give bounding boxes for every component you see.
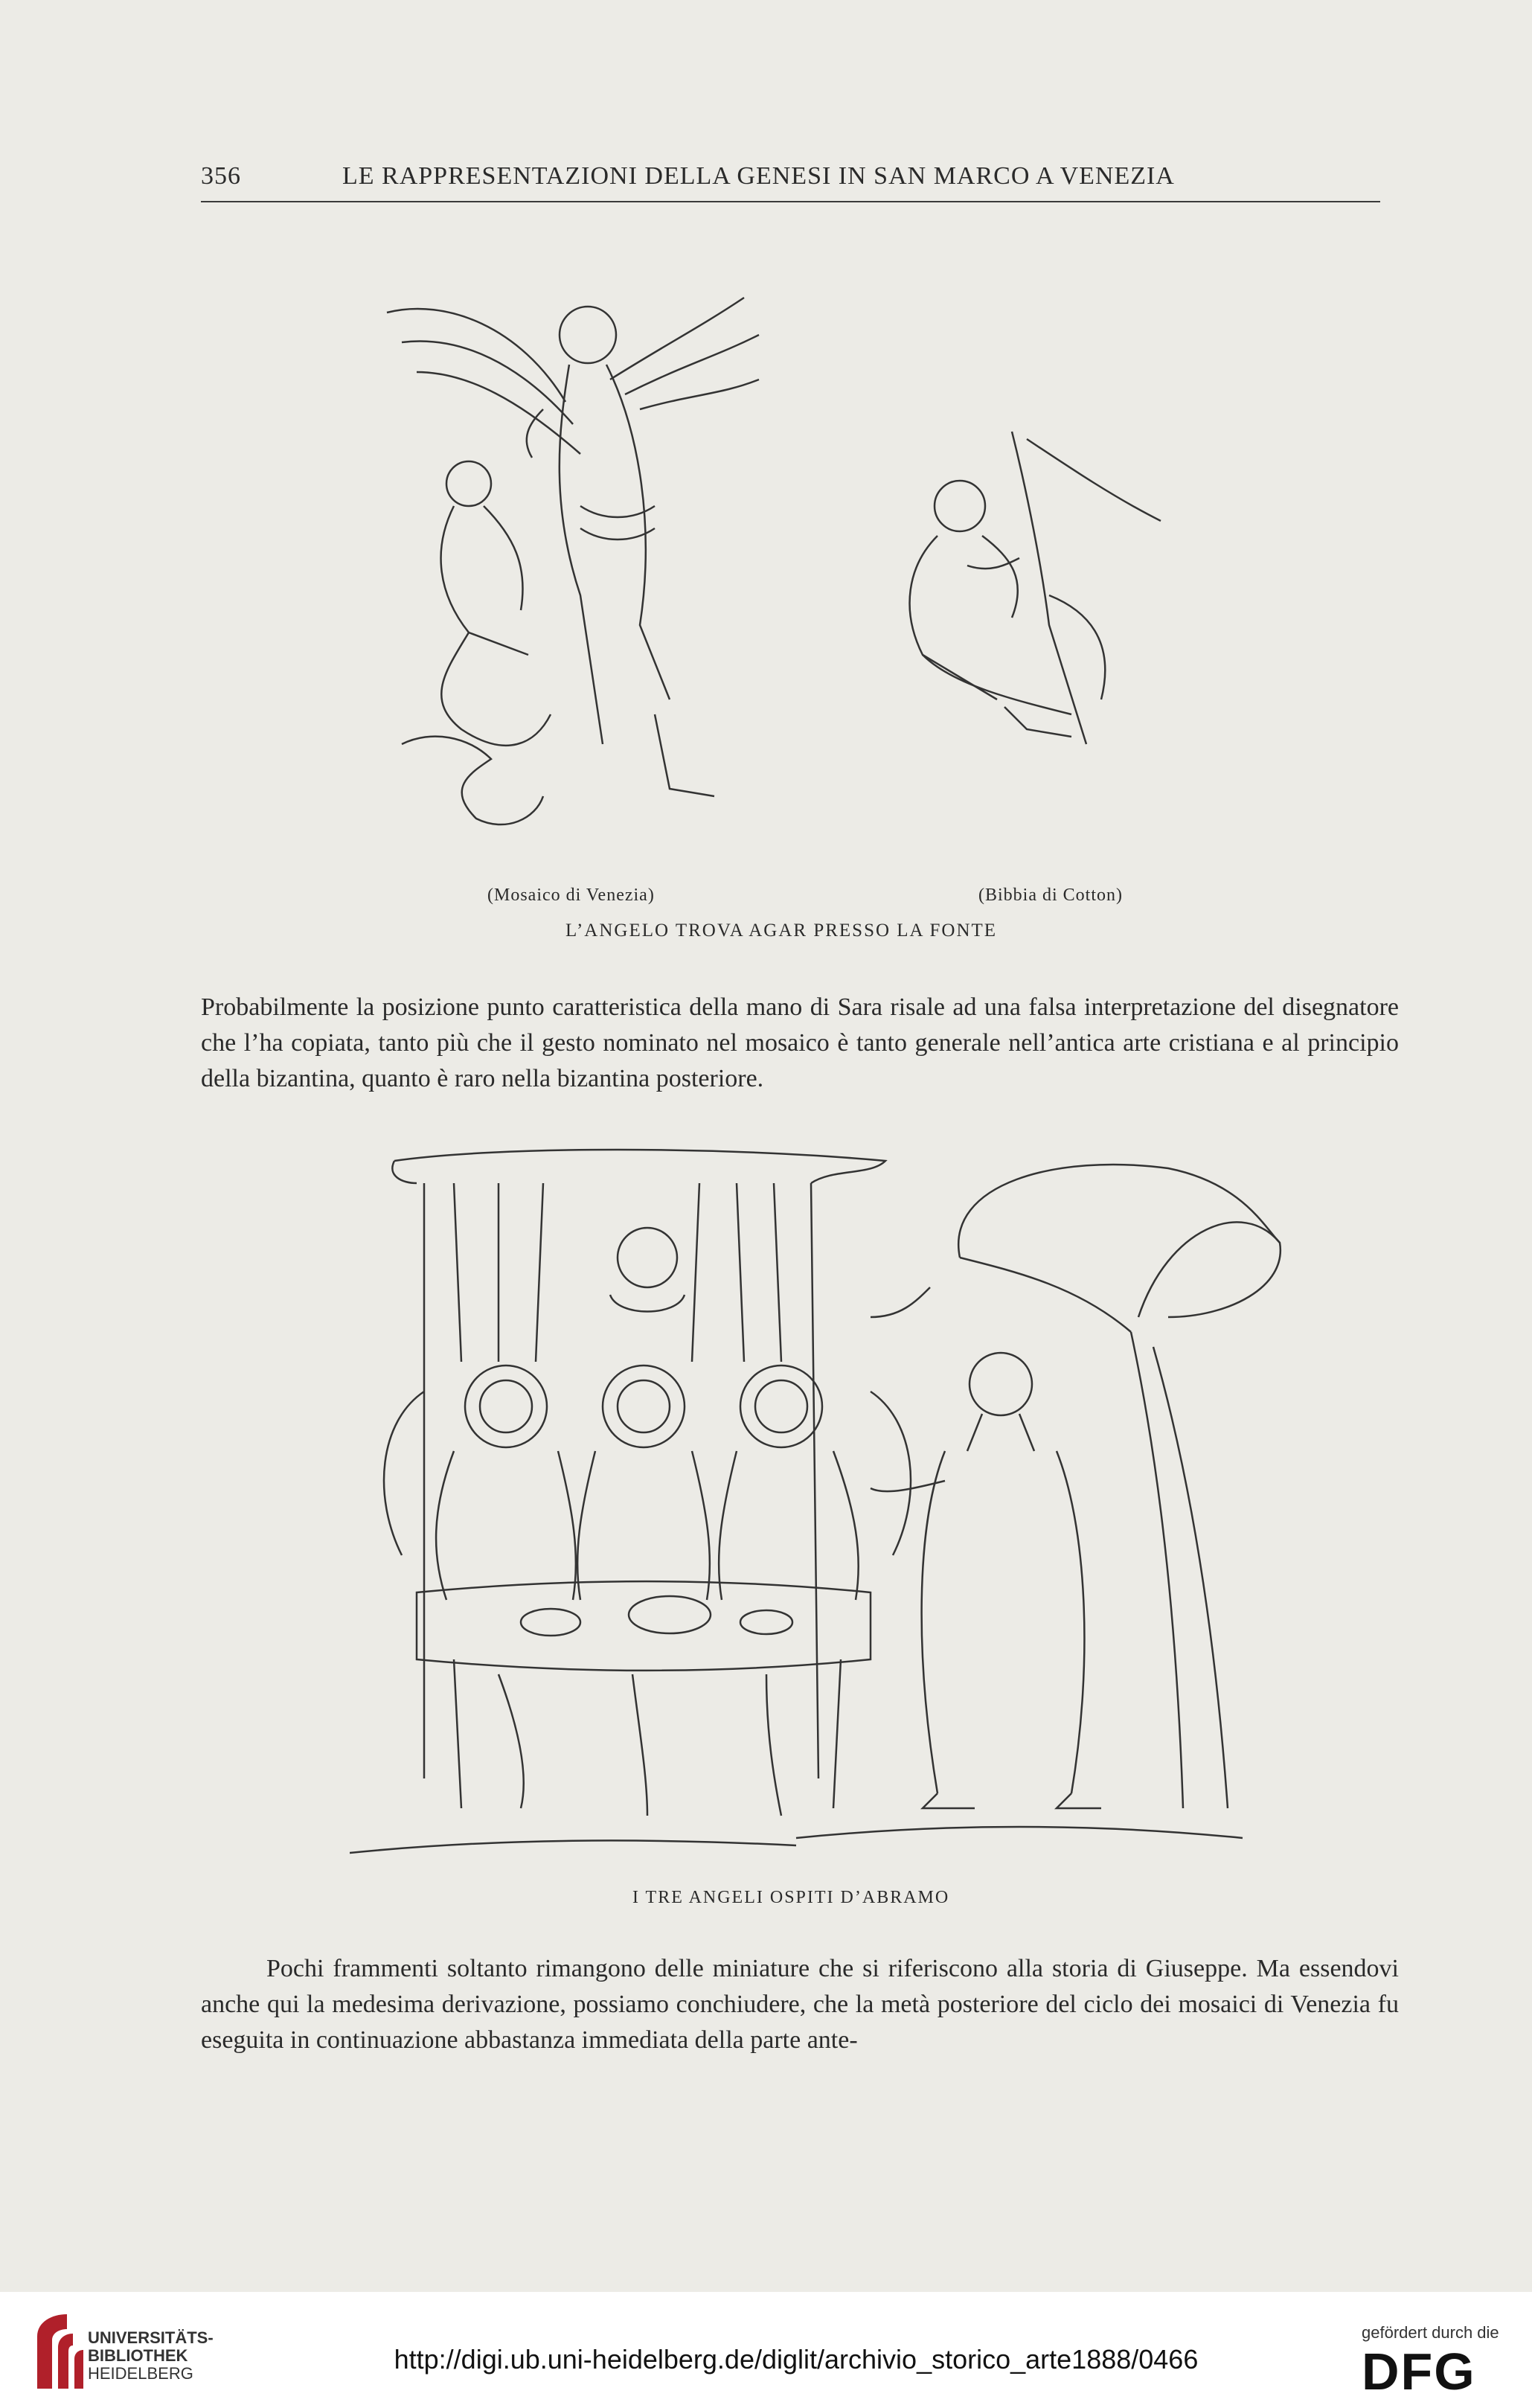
page-number: 356 bbox=[201, 162, 241, 190]
funding-note: gefördert durch die bbox=[1362, 2323, 1499, 2342]
caption-figure-top-title: L’ANGELO TROVA AGAR PRESSO LA FONTE bbox=[565, 920, 998, 941]
paragraph-1: Probabilmente la posizione punto caratteristica della mano di Sara risale ad una falsa interpretazione del disegnatore che l’ha copiata, tanto più che il gesto nominato nel mosaico è tanto generale nell’antica arte cristiana e al principio della bizantina, quanto è raro nella bizantina posteriore. bbox=[201, 993, 1399, 1092]
library-name-line1: UNIVERSITÄTS- bbox=[88, 2328, 214, 2347]
dfg-logo-icon: DFG bbox=[1362, 2343, 1476, 2401]
figure-three-angels bbox=[350, 1139, 1295, 1868]
digital-library-link[interactable]: http://digi.ub.uni-heidelberg.de/diglit/archivio_storico_arte1888/0466 bbox=[394, 2344, 1199, 2375]
library-name-line2: BIBLIOTHEK bbox=[88, 2346, 188, 2365]
figure-angel-hagar-drawing bbox=[357, 283, 1190, 863]
paragraph-2: Pochi frammenti soltanto rimangono delle miniature che si riferiscono alla storia di Giuseppe. Ma essendovi anche qui la medesima derivazione, possiamo conchiudere, che la metà posteriore del ciclo dei mosaici di Venezia fu eseguita in continuazione abbastanza immediata della parte ante- bbox=[201, 1955, 1399, 2054]
caption-right-source: (Bibbia di Cotton) bbox=[978, 886, 1123, 905]
figure-three-angels-drawing bbox=[350, 1139, 1295, 1868]
caption-left-source: (Mosaico di Venezia) bbox=[487, 886, 655, 905]
running-head bbox=[201, 155, 1380, 199]
footer-bar bbox=[0, 2292, 1532, 2408]
header-rule bbox=[201, 201, 1380, 202]
figure-angel-hagar bbox=[357, 283, 1190, 863]
running-title: LE RAPPRESENTAZIONI DELLA GENESI IN SAN MARCO A VENEZIA bbox=[342, 162, 1175, 190]
library-name-line3: HEIDELBERG bbox=[88, 2364, 193, 2383]
caption-figure-bottom-title: I TRE ANGELI OSPITI D’ABRAMO bbox=[632, 1888, 950, 1907]
university-library-name bbox=[88, 2329, 214, 2383]
